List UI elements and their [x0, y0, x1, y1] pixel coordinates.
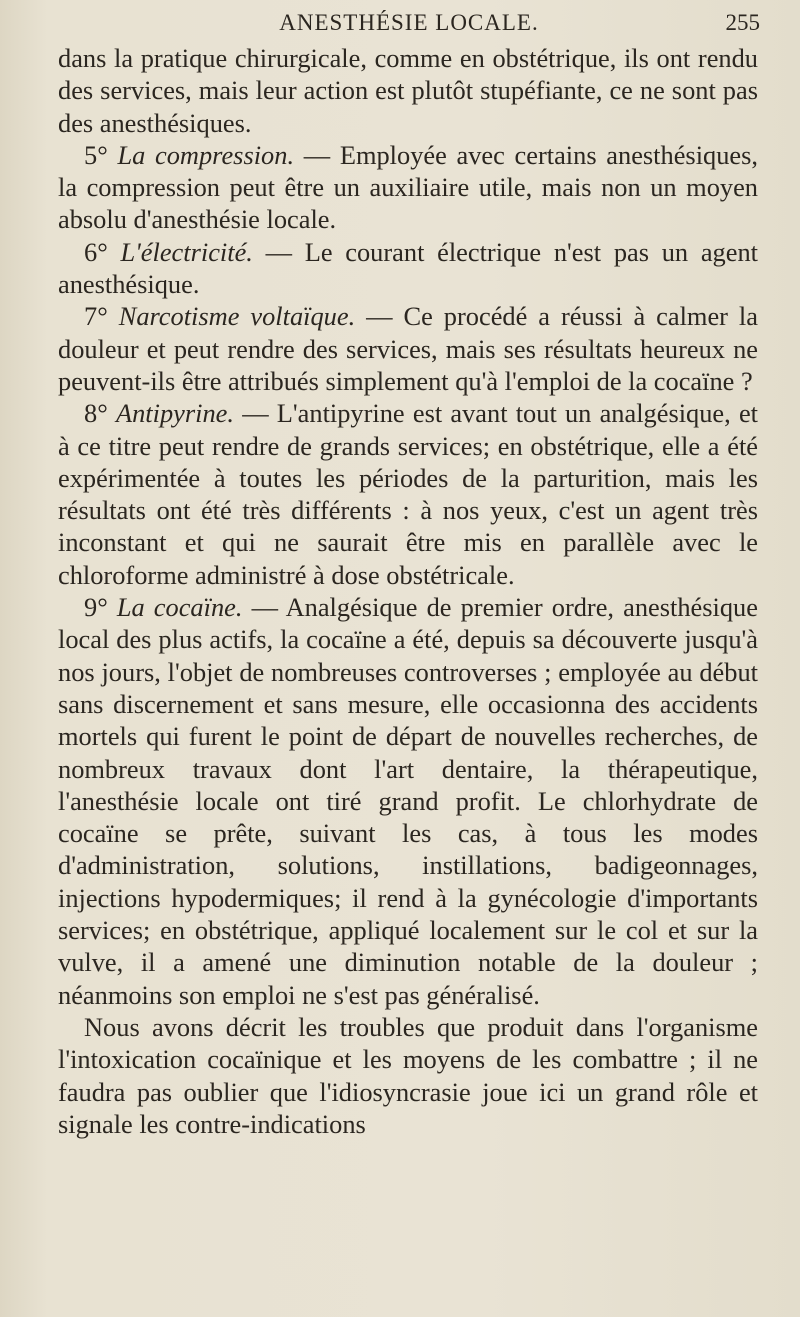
item-number: 7°	[84, 301, 108, 332]
paragraph-text: — Ce procédé a réussi à calmer la douleur et peut rendre des services, mais ses résultats heureux ne peuvent-ils être attribués simplement qu'à l'emploi de la cocaïne ?	[58, 301, 758, 396]
paragraph-continuation	[58, 42, 758, 139]
paragraph-text: Nous avons décrit les troubles que produit dans l'organisme l'intoxication cocaïnique et les moyens de les combattre ; il ne faudra pas oublier que l'idiosyncrasie joue ici un grand rôle et signale les contre-indications	[58, 1011, 758, 1139]
running-head	[58, 6, 760, 40]
paragraph-conclusion	[58, 1011, 758, 1140]
body-text	[58, 42, 758, 1140]
item-term: Narcotisme voltaïque.	[118, 301, 356, 332]
paragraph-narcotisme	[58, 300, 758, 397]
item-term: L'électricité.	[120, 236, 253, 267]
page-number: 255	[725, 10, 760, 35]
running-title: ANESTHÉSIE LOCALE.	[279, 10, 539, 35]
item-number: 9°	[84, 592, 108, 623]
item-term: La cocaïne.	[116, 592, 243, 623]
paragraph-electricite	[58, 236, 758, 301]
item-number: 8°	[84, 398, 108, 429]
item-term: Antipyrine.	[115, 398, 234, 429]
item-term: La compression.	[117, 139, 295, 170]
paragraph-text: — L'antipyrine est avant tout un analgésique, et à ce titre peut rendre de grands services; en obstétrique, elle a été expérimentée à toutes les périodes de la parturition, mais les résultats ont été très différents : à nos yeux, c'est un agent très inconstant et qui ne saurait être mis en parallèle avec le chloroforme administré à dose obstétricale.	[58, 398, 758, 590]
paragraph-compression	[58, 139, 758, 236]
paragraph-antipyrine	[58, 397, 758, 591]
paragraph-text: — Le courant électrique n'est pas un agent anesthésique.	[58, 236, 758, 300]
paragraph-text: — Employée avec certains anesthésiques, la compression peut être un auxiliaire utile, mais non un moyen absolu d'anesthésie locale.	[58, 139, 758, 235]
item-number: 5°	[84, 139, 108, 170]
item-number: 6°	[84, 236, 108, 267]
paragraph-cocaine	[58, 591, 758, 1011]
paragraph-text: — Analgésique de premier ordre, anesthésique local des plus actifs, la cocaïne a été, depuis sa découverte jusqu'à nos jours, l'objet de nombreuses controverses ; employée au début sans discernement et sans mesure, elle occasionna des accidents mortels qui furent le point de départ de nouvelles recherches, de nombreux travaux dont l'art dentaire, la thérapeutique, l'anesthésie locale ont tiré grand profit. Le chlorhydrate de cocaïne se prête, suivant les cas, à tous les modes d'administration, solutions, instillations, badigeonnages, injections hypodermiques; il rend à la gynécologie d'importants services; en obstétrique, appliqué localement sur le col et sur la vulve, il a amené une diminution notable de la douleur ; néanmoins son emploi ne s'est pas généralisé.	[58, 592, 758, 1010]
paragraph-text: dans la pratique chirurgicale, comme en obstétrique, ils ont rendu des services, mais leur action est plutôt stupéfiante, ce ne sont pas des anesthésiques.	[58, 43, 758, 138]
